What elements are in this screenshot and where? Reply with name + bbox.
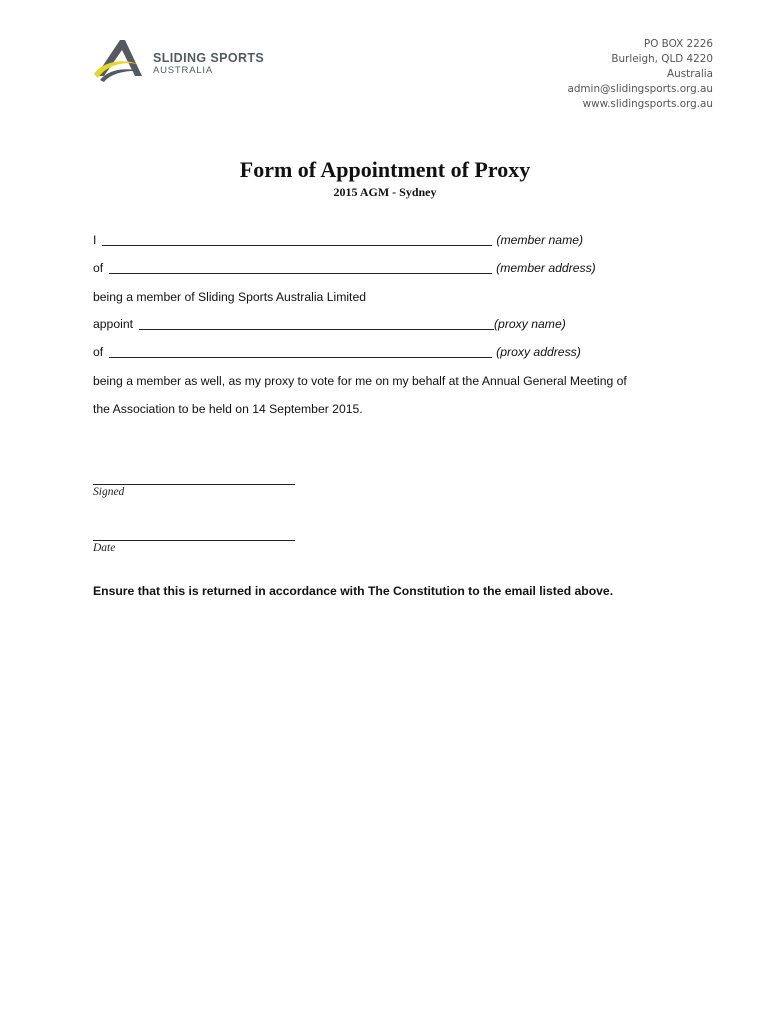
proxy-address-field[interactable] <box>109 346 492 358</box>
member-address-field[interactable] <box>109 262 492 274</box>
address-website: www.slidingsports.org.au <box>582 98 713 110</box>
proxy-address-row <box>93 345 581 359</box>
member-address-prefix: of <box>93 261 104 275</box>
member-statement: being a member of Sliding Sports Australia Limited <box>93 290 367 304</box>
proxy-address-prefix: of <box>93 345 104 359</box>
proxy-name-hint: (proxy name) <box>493 317 566 331</box>
member-name-row <box>93 233 583 247</box>
date-field[interactable] <box>93 540 295 541</box>
address-country: Australia <box>667 68 713 80</box>
proxy-statement-line-1: being a member as well, as my proxy to vote for me on my behalf at the Annual General Meeting of <box>93 374 627 388</box>
logo-org-country: AUSTRALIA <box>153 65 213 76</box>
member-name-hint: (member name) <box>496 233 584 247</box>
address-email: admin@slidingsports.org.au <box>567 83 713 95</box>
form-title: Form of Appointment of Proxy <box>239 157 531 182</box>
member-address-row <box>93 261 596 275</box>
proxy-name-row <box>93 317 566 331</box>
proxy-address-hint: (proxy address) <box>496 345 581 359</box>
member-name-field[interactable] <box>102 234 492 246</box>
form-subtitle: 2015 AGM - Sydney <box>333 185 437 199</box>
proxy-name-prefix: appoint <box>93 317 133 331</box>
address-po-box: PO BOX 2226 <box>643 38 713 50</box>
member-address-hint: (member address) <box>496 261 596 275</box>
signature-field[interactable] <box>93 484 295 485</box>
proxy-statement-line-2: the Association to be held on 14 September 2015. <box>93 402 363 416</box>
logo-mark-icon <box>92 36 154 86</box>
sliding-sports-logo <box>92 36 292 86</box>
logo-org-name: SLIDING SPORTS <box>153 51 265 65</box>
contact-address <box>567 37 713 112</box>
address-city: Burleigh, QLD 4220 <box>611 53 713 65</box>
proxy-name-field[interactable] <box>139 318 494 330</box>
member-name-prefix: I <box>93 233 97 247</box>
return-notice: Ensure that this is returned in accordance with The Constitution to the email listed above. <box>93 584 614 598</box>
date-label: Date <box>93 542 116 554</box>
signed-label: Signed <box>93 486 125 498</box>
